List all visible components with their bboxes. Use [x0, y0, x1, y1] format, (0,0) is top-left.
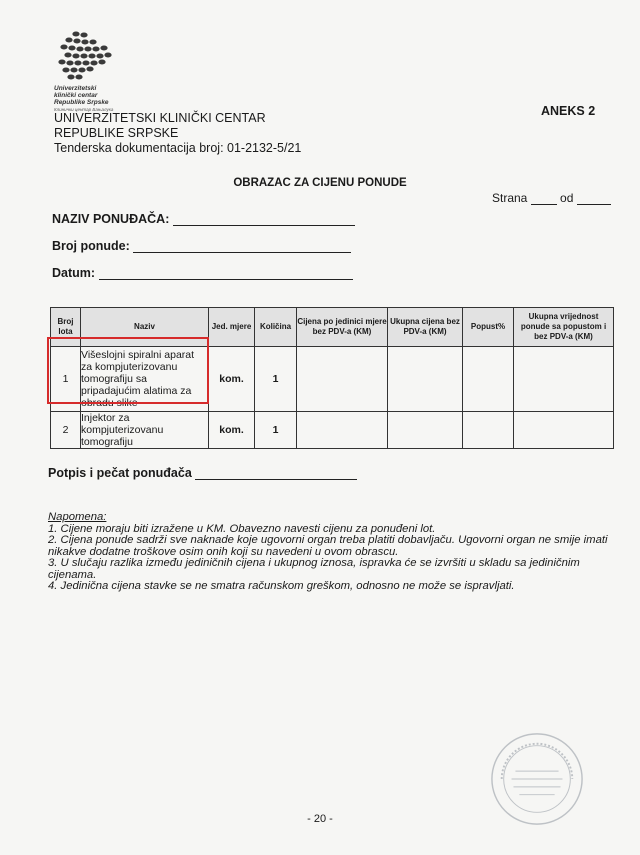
bid-number-line[interactable] [133, 240, 351, 253]
od-blank[interactable] [577, 192, 611, 205]
total-price-cell[interactable] [388, 412, 463, 449]
unit-price-cell[interactable] [297, 347, 388, 412]
date-field [52, 266, 353, 280]
col-header-total-price: Ukupna cijena bez PDV-a (KM) [388, 308, 463, 347]
unit-of-measure: kom. [209, 412, 255, 449]
logo-line-3: Republike Srpske [54, 99, 109, 106]
col-header-unit: Jed. mjere [209, 308, 255, 347]
ukc-logo-icon [55, 30, 115, 82]
item-name: Višeslojni spiralni aparat za kompjuterizovanu tomografiju sa pripadajućim alatima za obradu slike [81, 347, 209, 412]
unit-of-measure: kom. [209, 347, 255, 412]
notes-section [48, 512, 608, 593]
table-row [51, 412, 614, 449]
logo-line-2: klinički centar [54, 92, 98, 99]
total-price-cell[interactable] [388, 347, 463, 412]
highlight-box [47, 337, 209, 404]
unit-price-cell[interactable] [297, 412, 388, 449]
note-item: 4. Jedinična cijena stavke se ne smatra računskom greškom, odnosno ne može se ispravljati. [48, 580, 515, 592]
quantity: 1 [255, 347, 297, 412]
col-header-lot: Broj lota [51, 308, 81, 347]
aneks-label: ANEKS 2 [541, 104, 596, 118]
col-header-quantity: Količina [255, 308, 297, 347]
signature-line[interactable] [195, 467, 357, 480]
page-of-field [492, 191, 611, 205]
lot-number: 2 [51, 412, 81, 449]
logo-caption [54, 85, 113, 113]
col-header-unit-price: Cijena po jedinici mjere bez PDV-a (KM) [297, 308, 388, 347]
od-label: od [560, 191, 574, 205]
item-name: Injektor za kompjuterizovanu tomografiju [81, 412, 209, 449]
total-value-cell[interactable] [514, 347, 614, 412]
logo-line-1: Univerzitetski [54, 85, 97, 92]
notes-title: Napomena: [48, 511, 107, 523]
institution-name: UNIVERZITETSKI KLINIČKI CENTAR [54, 111, 266, 125]
signature-label: Potpis i pečat ponuđača [48, 466, 192, 480]
total-value-cell[interactable] [514, 412, 614, 449]
discount-cell[interactable] [463, 347, 514, 412]
note-item: 3. U slučaju razlika između jediničnih cijena i ukupnog iznosa, ispravka će se izvršiti u skladu sa jediničnim cijenama. [48, 557, 580, 581]
bidder-name-line[interactable] [173, 213, 355, 226]
date-label: Datum: [52, 266, 96, 280]
form-title: OBRAZAC ZA CIJENU PONUDE [233, 177, 407, 189]
tender-doc-number: Tenderska dokumentacija broj: 01-2132-5/21 [54, 141, 302, 155]
signature-field [48, 466, 357, 480]
logo-line-4: Клинички центар Бањалука [54, 107, 114, 112]
institution-region: REPUBLIKE SRPSKE [54, 126, 179, 140]
note-item: 1. Cijene moraju biti izražene u KM. Obavezno navesti cijenu za ponuđeni lot. [48, 522, 436, 535]
col-header-naziv: Naziv [81, 308, 209, 347]
bid-number-field [52, 239, 351, 253]
page-number: - 20 - [307, 813, 333, 825]
col-header-discount: Popust% [463, 308, 514, 347]
date-line[interactable] [99, 267, 353, 280]
strana-blank[interactable] [531, 192, 557, 205]
bidder-name-label: NAZIV PONUĐAČA: [52, 212, 170, 226]
lot-number: 1 [51, 347, 81, 412]
col-header-total-value: Ukupna vrijednost ponude sa popustom i bez PDV-a (KM) [514, 308, 614, 347]
strana-label: Strana [492, 191, 528, 205]
quantity: 1 [255, 412, 297, 449]
discount-cell[interactable] [463, 412, 514, 449]
bidder-name-field [52, 212, 355, 226]
bid-number-label: Broj ponude: [52, 239, 130, 253]
note-item: 2. Cijena ponude sadrži sve naknade koje ugovorni organ treba platiti dobavljaču. Ugovorni organ ne smije imati nikakve dodatne troškove osim onih koji su navedeni u ovom obrascu. [48, 534, 608, 558]
